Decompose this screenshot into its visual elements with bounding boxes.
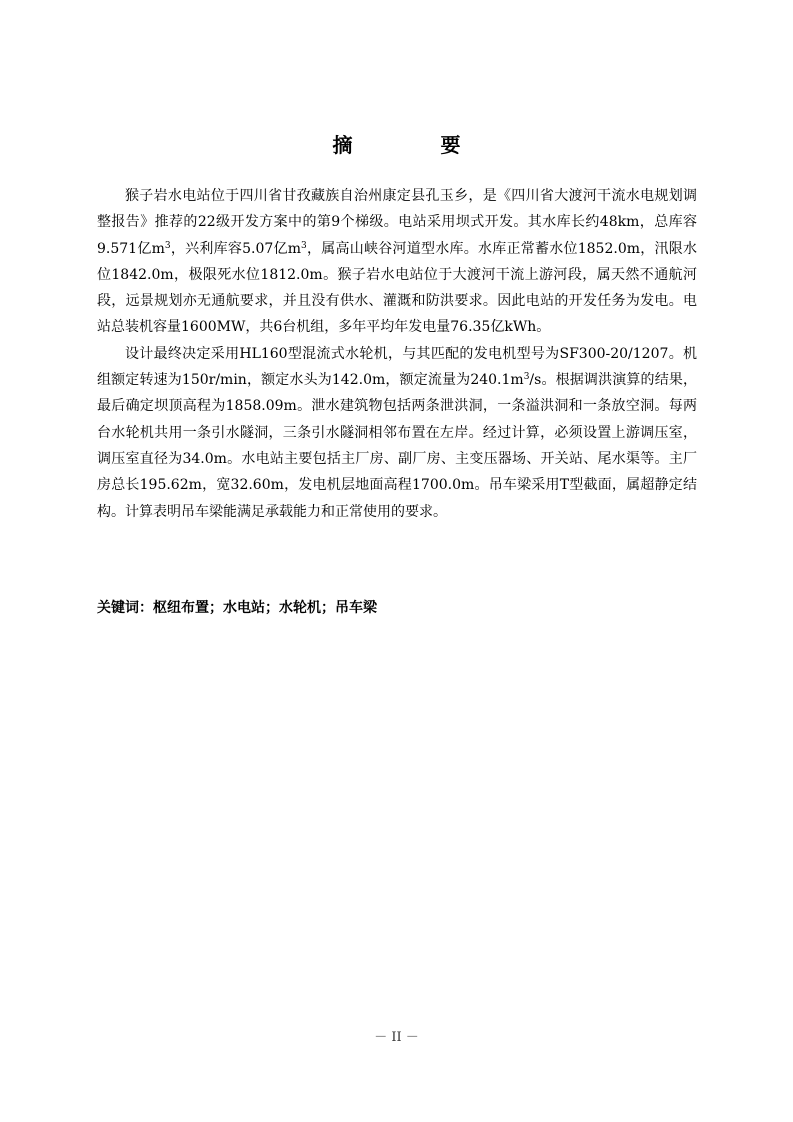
superscript-cubed: 3 <box>523 372 530 383</box>
superscript-cubed: 3 <box>164 240 171 251</box>
abstract-paragraph-1 <box>97 183 697 341</box>
keywords-line: 关键词：枢纽布置；水电站；水轮机；吊车梁 <box>97 600 377 616</box>
paragraph-1-text-c: ，属高山峡谷河道型水库。水库正常蓄水位1852.0m，汛限水位1842.0m，极限死水位1812.0m。猴子岩水电站位于大渡河干流上游河段，属天然不通航河段，远景规划亦无通航要求，并且没有供水、灌溉和防洪要求。因此电站的开发任务为发电。电站总装机容量1600MW，共6台机组，多年平均年发电量76.35亿kWh。 <box>97 240 697 336</box>
paragraph-1-text-b: ，兴利库容5.07亿m <box>170 240 302 257</box>
paragraph-1-text-a: 猴子岩水电站位于四川省甘孜藏族自治州康定县孔玉乡，是《四川省大渡河干流水电规划调整报告》推荐的22级开发方案中的第9个梯级。电站采用坝式开发。其水库长约48km，总库容9.571亿m <box>97 188 697 257</box>
paragraph-2-text-a: 设计最终决定采用HL160型混流式水轮机，与其匹配的发电机型号为SF300-20/1207。机组额定转速为150r/min，额定水头为142.0m，额定流量为240.1m <box>97 345 697 389</box>
paragraph-2-text-b: /s。根据调洪演算的结果，最后确定坝顶高程为1858.09m。泄水建筑物包括两条泄洪洞，一条溢洪洞和一条放空洞。每两台水轮机共用一条引水隧洞，三条引水隧洞相邻布置在左岸。经过计算，必须设置上游调压室，调压室直径为34.0m。水电站主要包括主厂房、副厂房、主变压器场、开关站、尾水渠等。主厂房总长195.62m，宽32.60m，发电机层地面高程1700.0m。吊车梁采用T型截面，属超静定结构。计算表明吊车梁能满足承载能力和正常使用的要求。 <box>97 372 698 520</box>
superscript-cubed: 3 <box>301 240 307 251</box>
page-title: 摘 要 <box>332 133 495 157</box>
abstract-body <box>97 183 697 525</box>
abstract-paragraph-2 <box>97 341 697 525</box>
page-number-footer: － II － <box>374 1030 419 1045</box>
